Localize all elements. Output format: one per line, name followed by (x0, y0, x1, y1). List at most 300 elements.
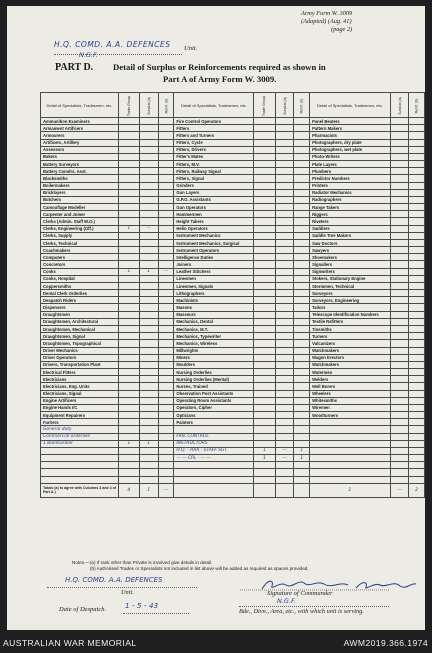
count-cell (409, 419, 425, 426)
count-cell (158, 118, 174, 125)
count-cell (409, 196, 425, 203)
count-cell (390, 447, 409, 454)
count-cell (118, 311, 139, 318)
col-reinf-1: Reinf. (b) (158, 93, 174, 118)
trade-name-cell: Fitters, Railway Signal (174, 168, 254, 175)
count-cell (118, 469, 139, 476)
count-cell (158, 239, 174, 246)
count-cell (118, 239, 139, 246)
count-cell (294, 182, 310, 189)
unit-label: Unit. (184, 45, 198, 52)
table-row (41, 397, 425, 404)
trade-name-cell: G.P.O. Assistants (174, 196, 254, 203)
count-cell (158, 161, 174, 168)
trade-name-cell: Saw Doctors (310, 239, 391, 246)
count-cell (390, 297, 409, 304)
trade-name-cell: Farriers (41, 419, 119, 426)
count-cell (158, 333, 174, 340)
trade-name-cell (41, 447, 119, 454)
count-cell (390, 204, 409, 211)
trade-name-cell: Assessors (41, 146, 119, 153)
count-cell (254, 168, 275, 175)
count-cell: 1 (118, 440, 139, 447)
trade-name-cell: Armourers (41, 132, 119, 139)
count-cell (139, 447, 158, 454)
count-cell (254, 333, 275, 340)
trade-name-cell (310, 462, 391, 469)
count-cell (409, 354, 425, 361)
count-cell (139, 118, 158, 125)
count-cell (275, 118, 294, 125)
total-cell: — (158, 483, 174, 497)
count-cell (294, 139, 310, 146)
count-cell (390, 268, 409, 275)
count-cell (254, 469, 275, 476)
count-cell (139, 146, 158, 153)
count-cell (118, 447, 139, 454)
trade-name-cell: Operators, Cipher (174, 404, 254, 411)
trade-name-cell: Stormmen, Technical (310, 282, 391, 289)
count-cell (118, 462, 139, 469)
count-cell (275, 290, 294, 297)
count-cell (390, 390, 409, 397)
count-cell (118, 153, 139, 160)
count-cell (254, 340, 275, 347)
table-row (41, 146, 425, 153)
count-cell (158, 412, 174, 419)
count-cell (294, 175, 310, 182)
count-cell (409, 268, 425, 275)
count-cell (294, 354, 310, 361)
count-cell (118, 218, 139, 225)
count-cell (294, 161, 310, 168)
count-cell (139, 239, 158, 246)
trade-name-cell: Equipment Repairers (41, 412, 119, 419)
count-cell (390, 433, 409, 440)
trade-name-cell (174, 469, 254, 476)
count-cell (158, 404, 174, 411)
trade-name-cell: Stokers, Stationary Engine (310, 275, 391, 282)
count-cell (118, 261, 139, 268)
count-cell (390, 455, 409, 462)
count-cell (118, 175, 139, 182)
count-cell (275, 369, 294, 376)
count-cell (409, 211, 425, 218)
total-cell: — (390, 483, 409, 497)
count-cell (118, 211, 139, 218)
trade-name-cell: Clerks, Technical (41, 239, 119, 246)
count-cell (294, 247, 310, 254)
count-cell (118, 182, 139, 189)
count-cell (275, 275, 294, 282)
count-cell (139, 469, 158, 476)
count-cell (139, 196, 158, 203)
count-cell (118, 254, 139, 261)
count-cell (139, 361, 158, 368)
count-cell (294, 225, 310, 232)
count-cell (139, 397, 158, 404)
count-cell (275, 125, 294, 132)
count-cell (158, 204, 174, 211)
unit-sub-handwritten: N.G.F. (79, 51, 98, 59)
count-cell (390, 361, 409, 368)
trade-name-cell: Engine Artificers (41, 397, 119, 404)
trade-name-cell: Fitters, M.V. (174, 161, 254, 168)
count-cell (390, 139, 409, 146)
count-cell (158, 462, 174, 469)
count-cell (139, 282, 158, 289)
count-cell (118, 433, 139, 440)
count-cell (409, 132, 425, 139)
count-cell (409, 325, 425, 332)
trade-name-cell: Photographers, dry plate (310, 139, 391, 146)
count-cell (158, 397, 174, 404)
count-cell (275, 469, 294, 476)
count-cell (139, 426, 158, 433)
table-row (41, 390, 425, 397)
count-cell (409, 304, 425, 311)
count-cell (294, 462, 310, 469)
count-cell (275, 404, 294, 411)
count-cell: — (275, 455, 294, 462)
table-row (41, 139, 425, 146)
count-cell (275, 390, 294, 397)
count-cell (390, 376, 409, 383)
count-cell (158, 232, 174, 239)
count-cell (294, 118, 310, 125)
col-surplus-1: Surplus (a) (139, 93, 158, 118)
count-cell (275, 354, 294, 361)
count-cell (158, 275, 174, 282)
count-cell (254, 318, 275, 325)
count-cell (158, 261, 174, 268)
count-cell (158, 282, 174, 289)
col-detail-2: Detail of Specialists, Tradesmen, etc. (174, 93, 254, 118)
count-cell (409, 333, 425, 340)
count-cell (139, 412, 158, 419)
count-cell (294, 347, 310, 354)
despatch-date: 1 - 5 - 43 (125, 601, 159, 610)
count-cell (275, 440, 294, 447)
count-cell (139, 161, 158, 168)
count-cell: 1 (118, 225, 139, 232)
count-cell (409, 239, 425, 246)
table-row (41, 476, 425, 483)
count-cell (118, 232, 139, 239)
count-cell (118, 139, 139, 146)
trade-name-cell: Tinsmiths (310, 325, 391, 332)
count-cell: 1 (139, 268, 158, 275)
count-cell (390, 247, 409, 254)
trade-name-cell: Textile Refitters (310, 318, 391, 325)
total-cell (254, 483, 275, 497)
table-row (41, 404, 425, 411)
count-cell (139, 168, 158, 175)
table-row (41, 290, 425, 297)
count-cell (294, 440, 310, 447)
count-cell (275, 412, 294, 419)
count-cell (294, 153, 310, 160)
count-cell (254, 376, 275, 383)
trade-name-cell: Coppersmiths (41, 282, 119, 289)
count-cell (275, 132, 294, 139)
count-cell (390, 318, 409, 325)
count-cell (294, 361, 310, 368)
table-row (41, 261, 425, 268)
count-cell (275, 361, 294, 368)
count-cell (409, 455, 425, 462)
count-cell (409, 232, 425, 239)
table-row (41, 132, 425, 139)
trade-name-cell: Opticians (174, 412, 254, 419)
trade-name-cell: Mechanics, Typewriter (174, 333, 254, 340)
count-cell (275, 462, 294, 469)
trade-name-cell: Instrument Operators (174, 247, 254, 254)
count-cell (390, 261, 409, 268)
form-sheet (7, 6, 425, 630)
trade-name-cell: Butchers (41, 196, 119, 203)
trade-name-cell: Mechanics, Wireless (174, 340, 254, 347)
trade-name-cell: Machinists (174, 297, 254, 304)
count-cell (390, 383, 409, 390)
count-cell (275, 146, 294, 153)
trade-name-cell: Welders (310, 376, 391, 383)
count-cell (409, 275, 425, 282)
trade-name-cell (174, 426, 254, 433)
count-cell (390, 196, 409, 203)
count-cell (158, 318, 174, 325)
count-cell (139, 325, 158, 332)
count-cell (294, 318, 310, 325)
count-cell (254, 311, 275, 318)
count-cell (275, 333, 294, 340)
count-cell (158, 254, 174, 261)
trade-name-cell: Armament Artificers (41, 125, 119, 132)
count-cell (390, 254, 409, 261)
table-row (41, 304, 425, 311)
trade-name-cell: Telescope Identification Numbers (310, 311, 391, 318)
trade-name-cell: Helio Operators (174, 225, 254, 232)
trade-name-cell: Draughtsmen, Mechanical (41, 325, 119, 332)
count-cell (139, 369, 158, 376)
count-cell (294, 239, 310, 246)
count-cell (390, 125, 409, 132)
bde-label: Bde., Divn., Area, etc., with which unit is serving. (239, 608, 364, 615)
count-cell (409, 390, 425, 397)
count-cell (118, 118, 139, 125)
count-cell (409, 161, 425, 168)
unit-bottom-block (47, 572, 227, 596)
count-cell (275, 182, 294, 189)
table-row (41, 225, 425, 232)
table-row (41, 275, 425, 282)
trade-name-cell: Photo-Writers (310, 153, 391, 160)
trade-name-cell: Vulcanizers (310, 340, 391, 347)
count-cell (118, 189, 139, 196)
count-cell (390, 325, 409, 332)
count-cell (294, 419, 310, 426)
table-row (41, 211, 425, 218)
trade-name-cell: Electricians (41, 376, 119, 383)
trade-name-cell: Despatch Riders (41, 297, 119, 304)
count-cell (158, 196, 174, 203)
col-reinf-2: Reinf. (b) (294, 93, 310, 118)
trade-name-cell: Fitter's Mates (174, 153, 254, 160)
count-cell (254, 383, 275, 390)
count-cell (158, 168, 174, 175)
table-header-row (41, 93, 425, 118)
count-cell (118, 318, 139, 325)
count-cell (390, 354, 409, 361)
trade-name-cell: Nurses, Trained (174, 383, 254, 390)
table-row (41, 282, 425, 289)
count-cell (409, 469, 425, 476)
trade-name-cell: Radiographers (310, 196, 391, 203)
count-cell (254, 254, 275, 261)
count-cell (390, 132, 409, 139)
count-cell (275, 225, 294, 232)
count-cell (139, 404, 158, 411)
table-row (41, 433, 425, 440)
trade-name-cell: Riggers (310, 211, 391, 218)
trade-name-cell: Draughtsmen, Topographical (41, 340, 119, 347)
count-cell (409, 153, 425, 160)
trade-name-cell: Wheelers (310, 390, 391, 397)
trade-name-cell: Turners (310, 333, 391, 340)
count-cell (294, 476, 310, 483)
count-cell (275, 433, 294, 440)
count-cell (275, 282, 294, 289)
count-cell (139, 211, 158, 218)
footer-accession: AWM2019.366.1974 (343, 638, 428, 648)
trade-name-cell: Pharmacists (310, 132, 391, 139)
count-cell (294, 268, 310, 275)
count-cell (409, 189, 425, 196)
table-row (41, 168, 425, 175)
count-cell (390, 426, 409, 433)
col-detail-3: Detail of Specialists, Tradesmen, etc. (310, 93, 391, 118)
trade-name-cell: Instrument Mechanics (174, 232, 254, 239)
count-cell (390, 347, 409, 354)
count-cell (139, 476, 158, 483)
count-cell (139, 419, 158, 426)
count-cell (118, 196, 139, 203)
count-cell (254, 325, 275, 332)
table-row (41, 412, 425, 419)
count-cell (275, 175, 294, 182)
trade-name-cell: Sawyers (310, 247, 391, 254)
count-cell (275, 426, 294, 433)
count-cell: — (158, 268, 174, 275)
count-cell (254, 118, 275, 125)
table-row (41, 419, 425, 426)
count-cell (254, 412, 275, 419)
table-row (41, 455, 425, 462)
count-cell (158, 347, 174, 354)
count-cell (118, 125, 139, 132)
trade-name-cell: Predictor Numbers (310, 175, 391, 182)
count-cell (390, 311, 409, 318)
count-cell (158, 469, 174, 476)
table-row (41, 232, 425, 239)
count-cell (390, 146, 409, 153)
trade-name-cell: Driver Operators (41, 354, 119, 361)
count-cell (139, 297, 158, 304)
count-cell (158, 369, 174, 376)
count-cell (275, 139, 294, 146)
count-cell (254, 404, 275, 411)
count-cell (275, 211, 294, 218)
count-cell (139, 455, 158, 462)
count-cell (158, 325, 174, 332)
count-cell (275, 196, 294, 203)
trade-name-cell: Gun Layers (174, 189, 254, 196)
count-cell (158, 426, 174, 433)
count-cell (254, 211, 275, 218)
trade-name-cell: Radiator Mechanics (310, 189, 391, 196)
count-cell (158, 447, 174, 454)
count-cell (139, 304, 158, 311)
count-cell (158, 340, 174, 347)
despatch-block (59, 601, 209, 619)
count-cell (294, 404, 310, 411)
count-cell (390, 476, 409, 483)
count-cell (158, 297, 174, 304)
count-cell (139, 232, 158, 239)
trade-name-cell: Electricians, Eng. Units (41, 383, 119, 390)
count-cell (409, 146, 425, 153)
form-page: (page 2) (331, 26, 353, 33)
count-cell (118, 204, 139, 211)
count-cell (118, 333, 139, 340)
count-cell (275, 218, 294, 225)
trade-name-cell: Photographers, wet plate (310, 146, 391, 153)
count-cell (118, 290, 139, 297)
trade-name-cell: 1 Bombardier (41, 440, 119, 447)
count-cell (118, 476, 139, 483)
count-cell (139, 376, 158, 383)
count-cell (409, 182, 425, 189)
count-cell (275, 347, 294, 354)
trade-name-cell: Shoemakers (310, 254, 391, 261)
count-cell (409, 426, 425, 433)
trade-name-cell: Tailors (310, 304, 391, 311)
count-cell (294, 333, 310, 340)
table-row (41, 189, 425, 196)
trade-name-cell: General duty (41, 426, 119, 433)
count-cell (409, 175, 425, 182)
totals-row (41, 483, 425, 497)
table-row (41, 369, 425, 376)
count-cell (254, 225, 275, 232)
count-cell (158, 290, 174, 297)
count-cell (409, 412, 425, 419)
trade-name-cell: Artificers, Artillery (41, 139, 119, 146)
count-cell (275, 204, 294, 211)
trade-name-cell: Well Borers (310, 383, 391, 390)
total-cell: 1 (310, 483, 391, 497)
count-cell (390, 189, 409, 196)
trade-name-cell: Dispensers (41, 304, 119, 311)
count-cell: — (275, 447, 294, 454)
count-cell (275, 397, 294, 404)
col-detail-1: Detail of Specialists, Tradesmen, etc. (41, 93, 119, 118)
count-cell (275, 232, 294, 239)
count-cell (409, 447, 425, 454)
count-cell (275, 476, 294, 483)
count-cell (118, 282, 139, 289)
count-cell (294, 189, 310, 196)
